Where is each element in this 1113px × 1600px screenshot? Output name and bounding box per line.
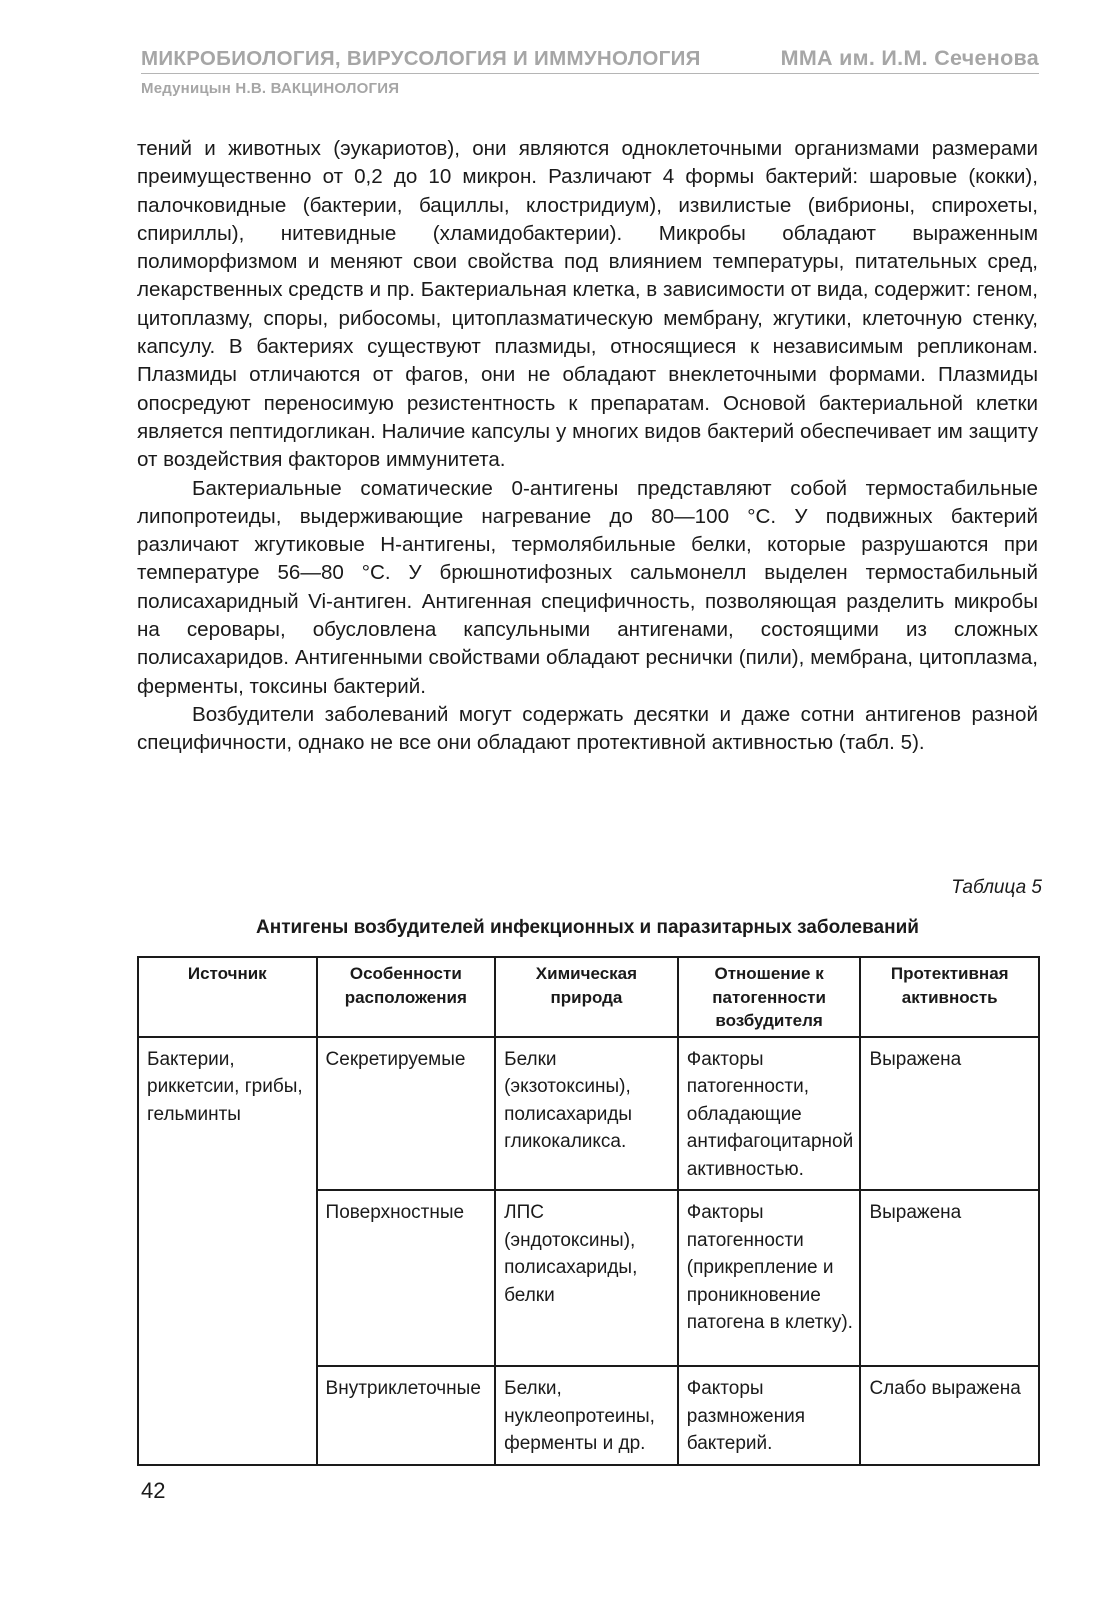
header-chemistry: Химическая природа bbox=[495, 957, 678, 1037]
cell-activity: Выражена bbox=[860, 1037, 1039, 1191]
paragraph-2: Бактериальные соматические 0-антигены представляют собой термостабильные липопротеиды, выдерживающие нагревание до 80—100 °С. У подвижных бактерий различают жгутиковые Н-антигены, термолябильные белки, которые разрушаются при температуре 56—80 °С. У брюшнотифозных сальмонелл выделен термостабильный полисахаридный Vi-антиген. Антигенная специфичность, позволяющая разделить микробы на серовары, обусловлена капсульными антигенами, состоящими из сложных полисахаридов. Антигенными свойствами обладают реснички (пили), мембрана, цитоплазма, ферменты, токсины бактерий. bbox=[137, 476, 1038, 698]
publisher-name: ММА им. И.М. Сеченова bbox=[780, 46, 1039, 70]
cell-location: Внутриклеточные bbox=[317, 1366, 496, 1465]
book-author-title: Медуницын Н.В. ВАКЦИНОЛОГИЯ bbox=[141, 80, 400, 97]
header-location: Особенности расположения bbox=[317, 957, 496, 1037]
cell-chemistry: Белки, нуклеопротеины, ферменты и др. bbox=[495, 1366, 678, 1465]
body-text bbox=[137, 135, 1038, 758]
page-number: 42 bbox=[141, 1478, 166, 1503]
cell-source: Бактерии, риккетсии, грибы, гельминты bbox=[138, 1037, 317, 1465]
paragraph-3: Возбудители заболеваний могут содержать десятки и даже сотни антигенов разной специфичности, однако не все они обладают протективной активностью (табл. 5). bbox=[137, 702, 1038, 755]
cell-chemistry: Белки (экзотоксины), полисахариды гликокаликса. bbox=[495, 1037, 678, 1191]
cell-location: Секретируемые bbox=[317, 1037, 496, 1191]
cell-pathogenicity: Факторы размножения бактерий. bbox=[678, 1366, 861, 1465]
table-title: Антигены возбудителей инфекционных и паразитарных заболеваний bbox=[256, 917, 919, 938]
header-activity: Протективная активность bbox=[860, 957, 1039, 1037]
header-source: Источник bbox=[138, 957, 317, 1037]
antigen-table bbox=[137, 956, 1040, 1466]
running-header-top bbox=[141, 46, 1039, 74]
cell-pathogenicity: Факторы патогенности, обладающие антифагоцитарной активностью. bbox=[678, 1037, 861, 1191]
cell-chemistry: ЛПС (эндотоксины), полисахариды, белки bbox=[495, 1190, 678, 1366]
paragraph-1: тений и животных (эукариотов), они являются одноклеточными организмами размерами преимущественно от 0,2 до 10 микрон. Различают 4 формы бактерий: шаровые (кокки), палочковидные (бактерии, бациллы, клостридиум), извилистые (вибрионы, спирохеты, спириллы), нитевидные (хламидобактерии). Микробы обладают выраженным полиморфизмом и меняют свои свойства под влиянием температуры, питательных сред, лекарственных средств и пр. Бактериальная клетка, в зависимости от вида, содержит: геном, цитоплазму, споры, рибосомы, цитоплазматическую мембрану, жгутики, клеточную стенку, капсулу. В бактериях существуют плазмиды, относящиеся к независимым репликонам. Плазмиды отличаются от фагов, они не обладают внеклеточными формами. Плазмиды опосредуют переносимую резистентность к препаратам. Основой бактериальной клетки является пептидогликан. Наличие капсулы у многих видов бактерий обеспечивает им защиту от воздействия факторов иммунитета. bbox=[137, 137, 1038, 472]
header-pathogenicity: Отношение к патогенности возбудителя bbox=[678, 957, 861, 1037]
cell-pathogenicity: Факторы патогенности (прикрепление и проникновение патогена в клетку). bbox=[678, 1190, 861, 1366]
table-caption: Таблица 5 bbox=[951, 877, 1042, 898]
book-series-title: МИКРОБИОЛОГИЯ, ВИРУСОЛОГИЯ И ИММУНОЛОГИЯ bbox=[141, 47, 701, 70]
table-row bbox=[138, 1037, 1039, 1191]
running-header bbox=[141, 46, 1039, 97]
cell-activity: Выражена bbox=[860, 1190, 1039, 1366]
table-header-row bbox=[138, 957, 1039, 1037]
cell-activity: Слабо выражена bbox=[860, 1366, 1039, 1465]
cell-location: Поверхностные bbox=[317, 1190, 496, 1366]
